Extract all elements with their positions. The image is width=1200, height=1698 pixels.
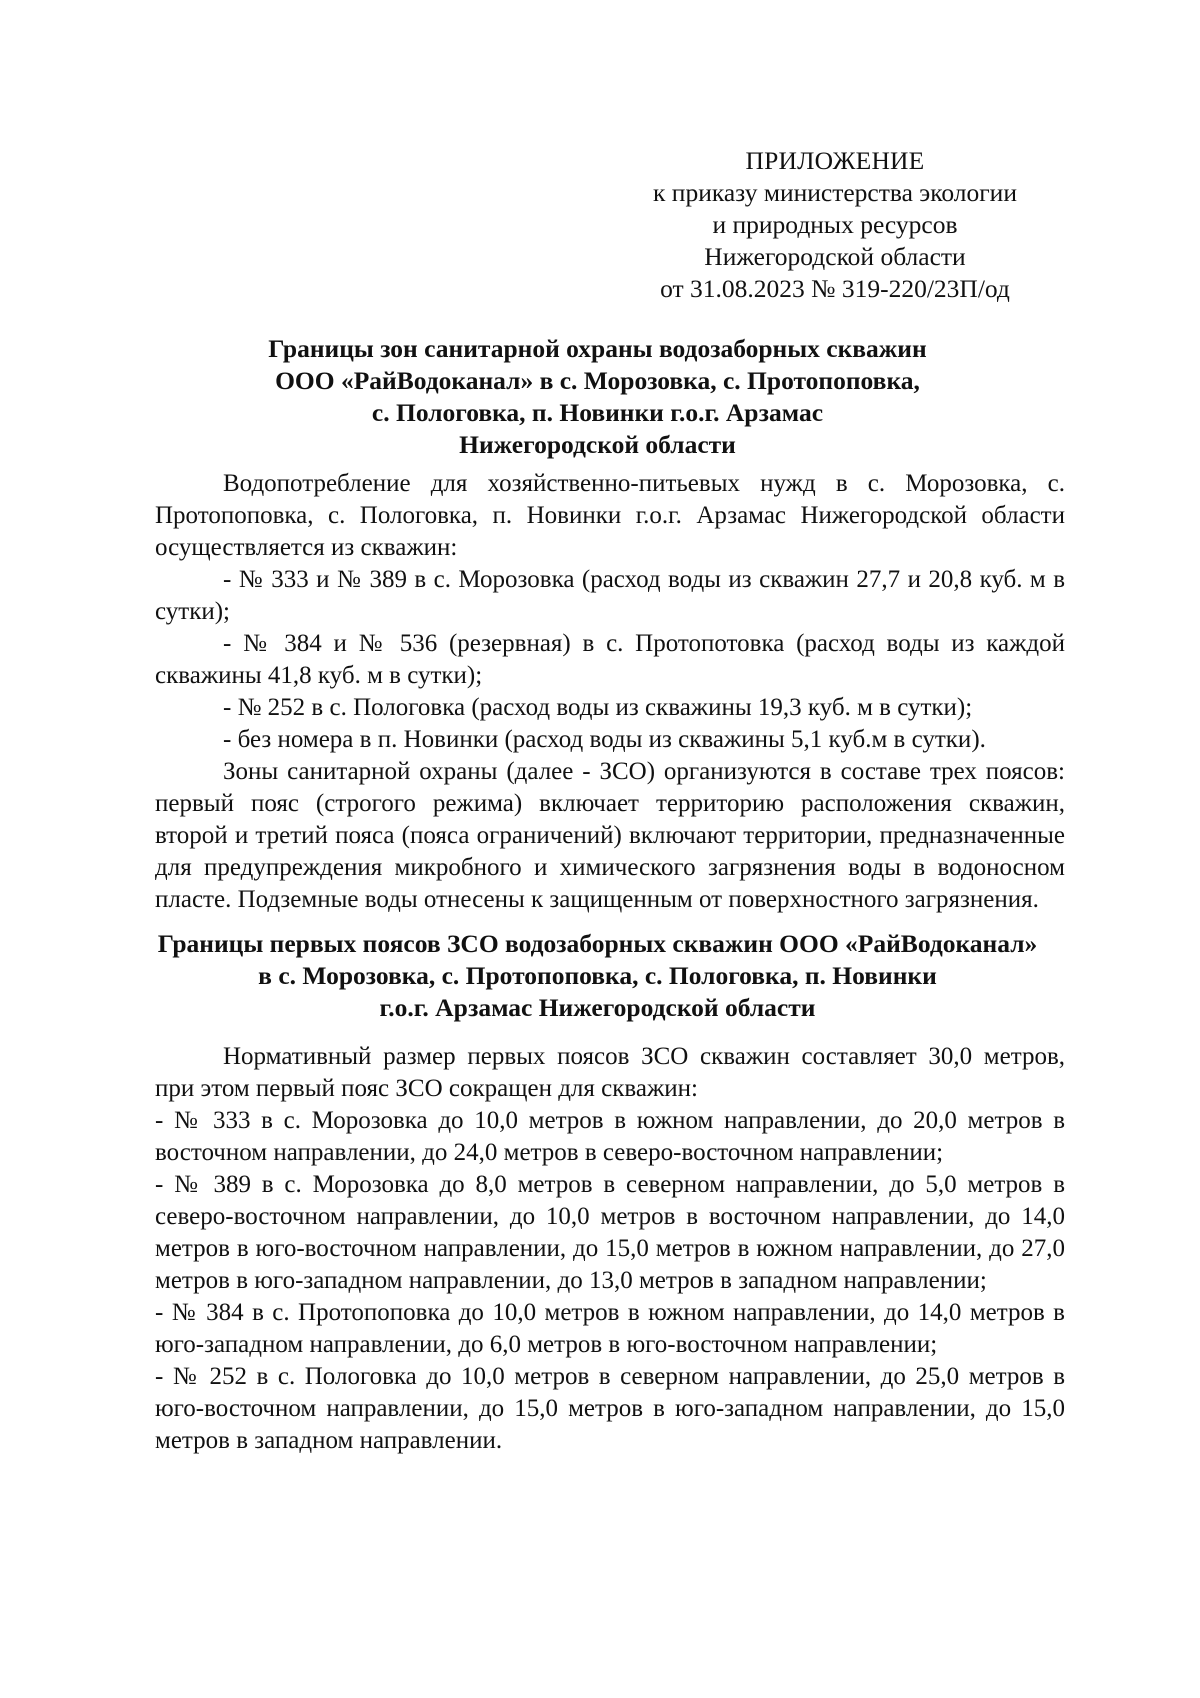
- main-heading-line-4: Нижегородской области: [459, 430, 736, 459]
- appendix-line-region: Нижегородской области: [704, 242, 966, 271]
- first-belts-heading-line-3: г.о.г. Арзамас Нижегородской области: [379, 993, 816, 1022]
- list-item-well-novinki: - без номера в п. Новинки (расход воды из скважины 5,1 куб.м в сутки).: [223, 726, 986, 753]
- appendix-line-date-number: от 31.08.2023 № 319-220/23П/од: [660, 274, 1010, 303]
- first-belts-heading: [130, 928, 1065, 1024]
- appendix-line-order: к приказу министерства экологии: [653, 178, 1017, 207]
- list-item-belt-252: - № 252 в с. Пологовка до 10,0 метров в северном направлении, до 25,0 метров в юго-восточном направлении, до 15,0 метров в юго-западном направлении, до 15,0 метров в западном направлении.: [155, 1363, 1065, 1454]
- main-heading-line-1: Границы зон санитарной охраны водозаборных скважин: [268, 334, 927, 363]
- list-item-belt-333: - № 333 в с. Морозовка до 10,0 метров в южном направлении, до 20,0 метров в восточном направлении, до 24,0 метров в северо-восточном направлении;: [155, 1107, 1065, 1166]
- list-item-well-252: - № 252 в с. Пологовка (расход воды из скважины 19,3 куб. м в сутки);: [223, 694, 973, 721]
- list-item-well-384-536: - № 384 и № 536 (резервная) в с. Протопотовка (расход воды из каждой скважины 41,8 куб. м в сутки);: [155, 630, 1065, 689]
- appendix-title: ПРИЛОЖЕНИЕ: [745, 146, 925, 175]
- main-heading: [130, 333, 1065, 461]
- first-belts-heading-line-2: в с. Морозовка, с. Протопоповка, с. Пологовка, п. Новинки: [258, 961, 937, 990]
- list-item-belt-389: - № 389 в с. Морозовка до 8,0 метров в северном направлении, до 5,0 метров в северо-восточном направлении, до 10,0 метров в восточном направлении, до 14,0 метров в юго-восточном направлении, до 15,0 метров в южном направлении, до 27,0 метров в юго-западном направлении, до 13,0 метров в западном направлении;: [155, 1171, 1065, 1294]
- appendix-line-ministry: и природных ресурсов: [712, 210, 958, 239]
- section-first-belts: [155, 1041, 1065, 1457]
- list-item-belt-384: - № 384 в с. Протопоповка до 10,0 метров в южном направлении, до 14,0 метров в юго-западном направлении, до 6,0 метров в юго-восточном направлении;: [155, 1299, 1065, 1358]
- paragraph-zones: Зоны санитарной охраны (далее - ЗСО) организуются в составе трех поясов: первый пояс (строгого режима) включает территорию расположения скважин, второй и третий пояса (пояса ограничений) включают территории, предназначенные для предупреждения микробного и химического загрязнения воды в водоносном пласте. Подземные воды отнесены к защищенным от поверхностного загрязнения.: [155, 758, 1065, 913]
- list-item-well-333-389: - № 333 и № 389 в с. Морозовка (расход воды из скважин 27,7 и 20,8 куб. м в сутки);: [155, 566, 1065, 625]
- first-belts-heading-line-1: Границы первых поясов ЗСО водозаборных скважин ООО «РайВодоканал»: [157, 929, 1038, 958]
- main-heading-line-2: ООО «РайВодоканал» в с. Морозовка, с. Протопоповка,: [275, 366, 920, 395]
- paragraph-intro: Водопотребление для хозяйственно-питьевых нужд в с. Морозовка, с. Протопоповка, с. Пологовка, п. Новинки г.о.г. Арзамас Нижегородской области осуществляется из скважин:: [155, 470, 1065, 561]
- paragraph-normative-size: Нормативный размер первых поясов ЗСО скважин составляет 30,0 метров, при этом первый пояс ЗСО сокращен для скважин:: [155, 1043, 1065, 1102]
- section-water-consumption: [155, 468, 1065, 916]
- main-heading-line-3: с. Пологовка, п. Новинки г.о.г. Арзамас: [371, 398, 824, 427]
